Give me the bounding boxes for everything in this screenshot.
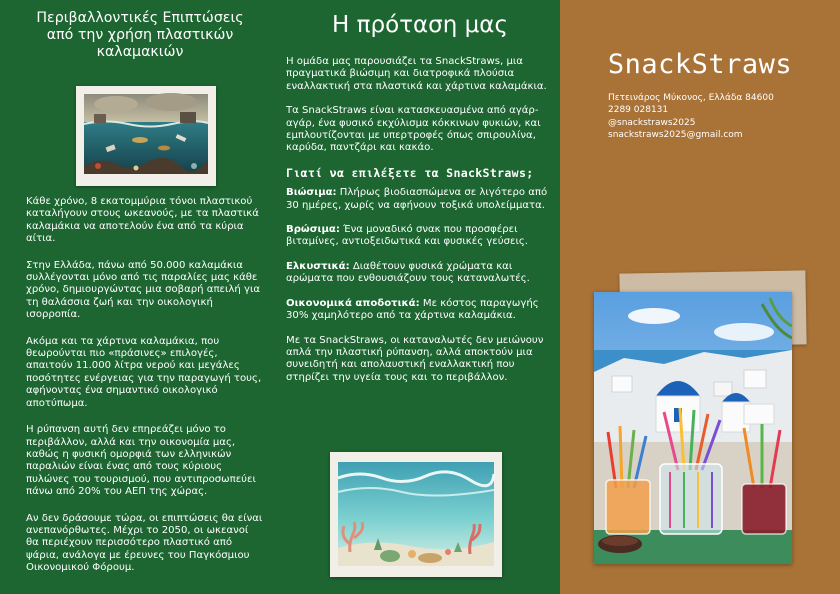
benefit-item (286, 187, 550, 212)
benefit-item (286, 224, 550, 249)
panel1-body (26, 196, 264, 589)
panel2-intro-paragraph: Τα SnackStraws είναι κατασκευασμένα από αγάρ-αγάρ, ένα φυσικό εκχύλισμα κόκκινων φυκιών, και εμπλουτίζονται με υπερτροφές όπως σπιρουλίνα, καρύδα, παντζάρι και κακάο. (286, 105, 541, 154)
panel1-paragraph: Στην Ελλάδα, πάνω από 50.000 καλαμάκια συλλέγονται μόνο από τις παραλίες μας κάθε χρόνο, δημιουργώντας μια σοβαρή απειλή για τη θαλάσσια ζωή και την οικολογική ισορροπία. (26, 259, 261, 321)
panel1-title-line: Περιβαλλοντικές Επιπτώσεις (36, 10, 244, 26)
benefit-item (286, 261, 550, 286)
panel2-title: Η πρόταση μας (332, 12, 508, 38)
coral-reef-illustration (330, 452, 502, 577)
santorini-drinks-illustration (594, 292, 792, 564)
panel1-title-line: καλαμακιών (96, 44, 184, 60)
benefit-text: Με κόστος παραγωγής 30% χαμηλότερο από τα χάρτινα καλαμάκια. (286, 297, 539, 322)
benefit-text: Διαθέτουν φυσικά χρώματα και αρώματα που ενθουσιάζουν τους καταναλωτές. (286, 260, 530, 285)
brand-title: SnackStraws (607, 49, 793, 80)
ocean-pollution-illustration (76, 86, 216, 186)
contact-address: Πετεινάρος Μύκονος, Ελλάδα 84600 (608, 93, 774, 103)
benefit-item (286, 298, 550, 323)
benefit-term: Οικονομικά αποδοτικά: (286, 297, 420, 309)
contact-email: snackstraws2025@gmail.com (608, 129, 743, 140)
panel2-intro-paragraph: Η ομάδα μας παρουσιάζει τα SnackStraws, μια πραγματικά βιώσιμη και διατροφικά πλούσια εναλλακτική στα πλαστικά και χάρτινα καλαμάκια. (286, 56, 547, 92)
benefit-term: Βιώσιμα: (286, 187, 337, 199)
benefit-text: Ένα μοναδικό σνακ που προσφέρει βιταμίνες, αντιοξειδωτικά και φυσικές γεύσεις. (286, 224, 528, 248)
contact-phone: 2289 028131 (608, 105, 669, 116)
contact-info (608, 92, 774, 141)
panel1-title-line: από την χρήση πλαστικών (46, 27, 234, 43)
panel1-paragraph: Αν δεν δράσουμε τώρα, οι επιπτώσεις θα είναι ανεπανόρθωτες. Μέχρι το 2050, οι ωκεανοί θα περιέχουν περισσότερο πλαστικό από ψάρια, ανάλογα με έρευνες του Παγκόσμιου Οικονομικού Φόρουμ. (26, 512, 263, 574)
panel-environmental-impact (0, 0, 280, 594)
ocean-pollution-image (76, 86, 216, 186)
panel1-title (28, 10, 252, 61)
benefit-term: Ελκυστικά: (286, 260, 350, 272)
santorini-drinks-image (594, 292, 792, 564)
benefit-text: Πλήρως βιοδιασπώμενα σε λιγότερο από 30 ημέρες, χωρίς να αφήνουν τοξικά υπολείμματα. (286, 187, 548, 211)
panel2-body (286, 56, 550, 396)
panel2-closing-paragraph: Με τα SnackStraws, οι καταναλωτές δεν μειώνουν απλά την πλαστική ρύπανση, αλλά αποκτούν μια συνειδητή και απολαυστική εναλλακτική που στηρίζει την υγεία τους και το περιβάλλον. (286, 334, 544, 383)
panel1-paragraph: Ακόμα και τα χάρτινα καλαμάκια, που θεωρούνται πιο «πράσινες» επιλογές, απαιτούν 11.000 λίτρα νερού και μεγάλες ποσότητες ενέργειας για την παραγωγή τους, αφήνοντας ένα σημαντικό οικολογικό αποτύπωμα. (26, 335, 262, 409)
panel1-paragraph: Η ρύπανση αυτή δεν επηρεάζει μόνο το περιβάλλον, αλλά και την οικονομία μας, καθώς η φυσική ομορφιά των ελληνικών παραλιών είναι ένας από τους κύριους πυλώνες του τουρισμού, που αντιπροσωπεύει πάνω από 20% του ΑΕΠ της χώρας. (26, 424, 256, 498)
panel2-subtitle: Γιατί να επιλέξετε τα SnackStraws; (286, 165, 534, 180)
contact-instagram: @snackstraws2025 (608, 117, 696, 128)
panel1-paragraph: Κάθε χρόνο, 8 εκατομμύρια τόνοι πλαστικού καταλήγουν στους ωκεανούς, με τα πλαστικά καλαμάκια να αποτελούν ένα από τα κύρια αίτια. (26, 196, 259, 245)
panel-proposal (280, 0, 560, 594)
coral-reef-image (330, 452, 502, 577)
benefit-term: Βρώσιμα: (286, 224, 340, 236)
